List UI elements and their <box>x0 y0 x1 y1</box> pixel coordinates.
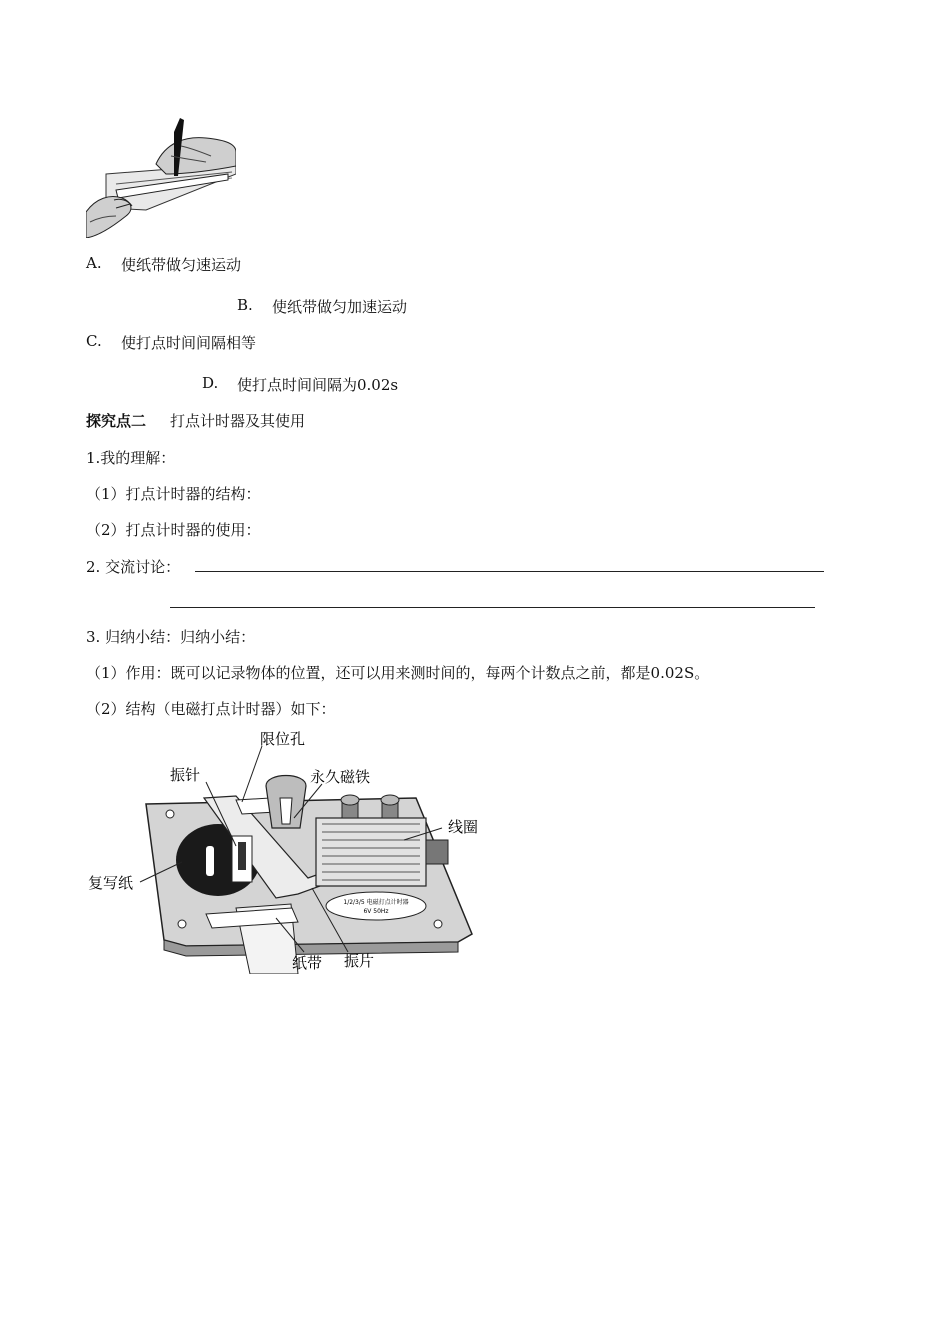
plate-text-2: 6V 50Hz <box>363 908 389 915</box>
function-text: （1）作用：既可以记录物体的位置，还可以用来测时间的，每两个计数点之前，都是0.02S。 <box>86 664 710 682</box>
option-d-letter: D. <box>202 374 219 392</box>
hand-pulling-tape-figure <box>86 112 236 238</box>
option-d-text: 使打点时间间隔为0.02s <box>237 376 399 394</box>
label-coil: 线圈 <box>448 818 479 836</box>
option-b-text: 使纸带做匀加速运动 <box>272 298 408 316</box>
option-c-letter: C. <box>86 332 102 350</box>
electromagnetic-timer-diagram <box>86 728 486 974</box>
label-permanent-magnet: 永久磁铁 <box>310 768 371 786</box>
section-title: 探究点二 <box>86 412 147 430</box>
label-paper-tape: 纸带 <box>292 954 323 972</box>
option-a-letter: A. <box>86 254 102 272</box>
usage-question: （2）打点计时器的使用： <box>86 521 261 539</box>
option-a-text: 使纸带做匀速运动 <box>121 256 242 274</box>
discussion-label: 2. 交流讨论： <box>86 558 181 576</box>
label-vibrating-needle: 振针 <box>170 766 201 784</box>
label-vibrating-plate: 振片 <box>344 952 375 970</box>
discussion-answer-line-1 <box>195 571 824 572</box>
plate-text-1: 1/2/3/5 电磁打点计时器 <box>343 899 409 906</box>
label-carbon-paper: 复写纸 <box>88 874 134 892</box>
structure-question: （1）打点计时器的结构： <box>86 485 261 503</box>
understanding-heading: 1.我的理解： <box>86 449 176 467</box>
label-limit-hole: 限位孔 <box>260 730 306 748</box>
structure-text: （2）结构（电磁打点计时器）如下： <box>86 700 336 718</box>
option-c-text: 使打点时间间隔相等 <box>121 334 257 352</box>
option-b-letter: B. <box>237 296 253 314</box>
section-subtitle: 打点计时器及其使用 <box>170 412 306 430</box>
summary-heading: 3. 归纳小结：归纳小结： <box>86 628 256 646</box>
discussion-answer-line-2 <box>170 607 815 608</box>
